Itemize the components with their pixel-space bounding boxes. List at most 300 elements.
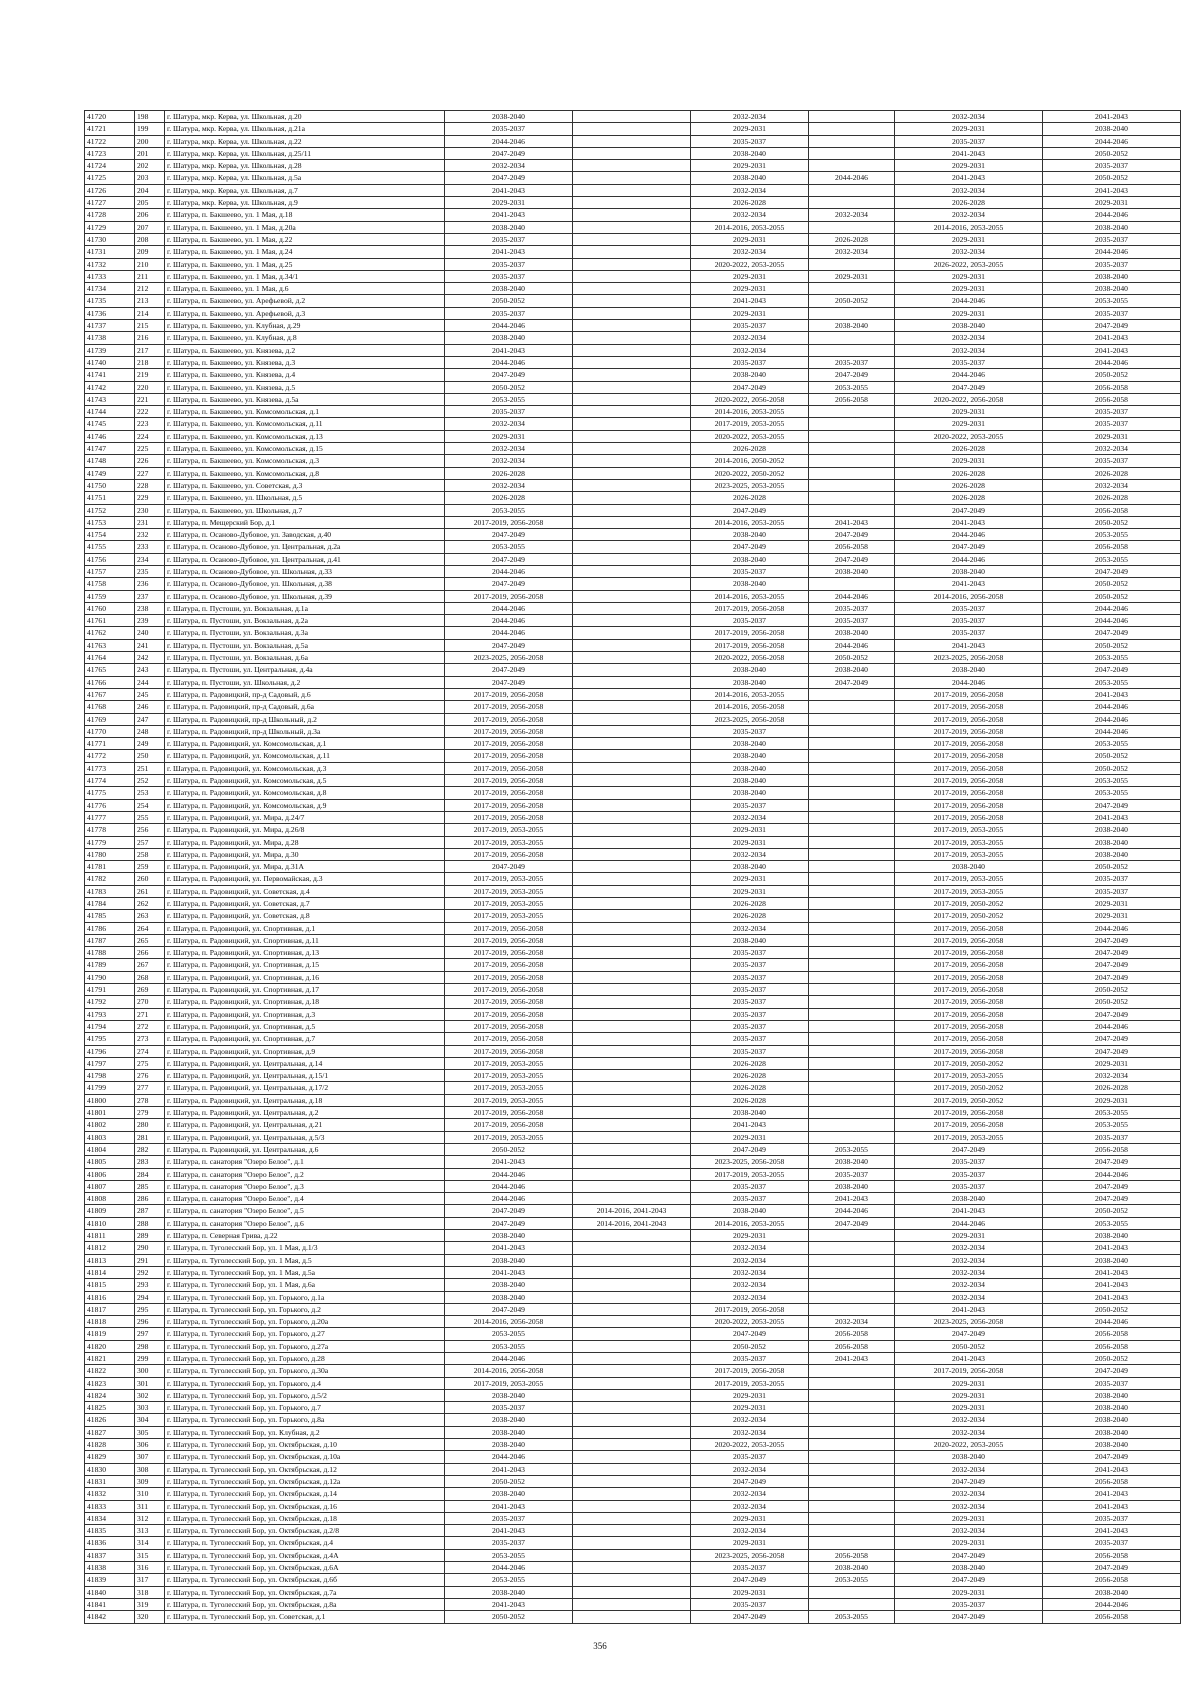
- table-cell: 2041-2043: [895, 147, 1043, 159]
- table-cell: г. Шатура, п. Радовицкий, ул. Мира, д.28: [165, 836, 445, 848]
- table-cell: 2035-2037: [691, 1033, 809, 1045]
- table-cell: 2026-2028: [809, 233, 895, 245]
- table-cell: 2041-2043: [1043, 1266, 1181, 1278]
- table-cell: г. Шатура, п. Пустоши, ул. Центральная, д.4а: [165, 664, 445, 676]
- table-cell: 41810: [85, 1217, 135, 1229]
- table-row: [85, 541, 1181, 553]
- table-cell: 2038-2040: [809, 627, 895, 639]
- table-cell: 2041-2043: [1043, 1463, 1181, 1475]
- table-cell: 41814: [85, 1266, 135, 1278]
- table-cell: 2029-2031: [895, 1230, 1043, 1242]
- table-cell: 214: [135, 307, 165, 319]
- table-cell: 2029-2031: [1043, 430, 1181, 442]
- table-cell: 41740: [85, 356, 135, 368]
- table-cell: 2029-2031: [691, 233, 809, 245]
- table-cell: 2017-2019, 2056-2058: [445, 1107, 573, 1119]
- table-cell: 2047-2049: [691, 1611, 809, 1623]
- table-cell: 2017-2019, 2053-2055: [691, 1168, 809, 1180]
- table-cell: г. Шатура, п. Туголесский Бор, ул. Октябрьская, д.8а: [165, 1598, 445, 1610]
- table-cell: 206: [135, 209, 165, 221]
- table-cell: г. Шатура, п. Бакшеево, ул. Школьная, д.5: [165, 492, 445, 504]
- table-cell: 2047-2049: [895, 504, 1043, 516]
- table-cell: [809, 701, 895, 713]
- table-cell: 2035-2037: [691, 1352, 809, 1364]
- table-cell: 222: [135, 406, 165, 418]
- table-cell: 2035-2037: [1043, 1377, 1181, 1389]
- table-cell: 41747: [85, 443, 135, 455]
- table-cell: 218: [135, 356, 165, 368]
- table-cell: 2047-2049: [445, 369, 573, 381]
- table-cell: [573, 209, 691, 221]
- table-cell: 2044-2046: [809, 590, 895, 602]
- table-cell: 239: [135, 615, 165, 627]
- table-cell: г. Шатура, п. Радовицкий, ул. Мира, д.31А: [165, 861, 445, 873]
- table-cell: 2038-2040: [445, 1488, 573, 1500]
- table-cell: 2044-2046: [1043, 602, 1181, 614]
- table-cell: 2035-2037: [1043, 160, 1181, 172]
- table-cell: 2047-2049: [445, 1303, 573, 1315]
- table-cell: 2023-2025, 2056-2058: [445, 652, 573, 664]
- table-cell: 41793: [85, 1008, 135, 1020]
- table-cell: [573, 750, 691, 762]
- table-row: [85, 898, 1181, 910]
- table-cell: [573, 1402, 691, 1414]
- table-cell: [809, 1242, 895, 1254]
- table-cell: 237: [135, 590, 165, 602]
- table-cell: 2038-2040: [809, 320, 895, 332]
- table-cell: 2050-2052: [445, 1611, 573, 1623]
- table-cell: 41742: [85, 381, 135, 393]
- table-cell: 2017-2019, 2056-2058: [445, 516, 573, 528]
- table-cell: 2035-2037: [1043, 233, 1181, 245]
- table-row: [85, 1045, 1181, 1057]
- table-row: [85, 959, 1181, 971]
- table-cell: 2014-2016, 2053-2055: [691, 688, 809, 700]
- table-cell: 2053-2055: [445, 504, 573, 516]
- table-cell: 41745: [85, 418, 135, 430]
- table-cell: 2050-2052: [1043, 147, 1181, 159]
- table-cell: 273: [135, 1033, 165, 1045]
- table-cell: [809, 197, 895, 209]
- table-cell: 2023-2025, 2056-2058: [895, 652, 1043, 664]
- table-cell: [573, 578, 691, 590]
- table-cell: 319: [135, 1598, 165, 1610]
- table-cell: 220: [135, 381, 165, 393]
- table-cell: 2026-2028: [691, 1094, 809, 1106]
- table-row: [85, 639, 1181, 651]
- table-row: [85, 1377, 1181, 1389]
- table-cell: [573, 898, 691, 910]
- table-cell: г. Шатура, п. Туголесский Бор, ул. 1 Мая, д.1/3: [165, 1242, 445, 1254]
- table-cell: 2017-2019, 2056-2058: [691, 602, 809, 614]
- table-cell: 41761: [85, 615, 135, 627]
- table-cell: 2050-2052: [445, 1143, 573, 1155]
- table-cell: 242: [135, 652, 165, 664]
- table-cell: 41799: [85, 1082, 135, 1094]
- table-cell: 2017-2019, 2056-2058: [445, 1119, 573, 1131]
- table-cell: [573, 676, 691, 688]
- table-cell: 41805: [85, 1156, 135, 1168]
- table-cell: 2032-2034: [809, 209, 895, 221]
- table-cell: 2038-2040: [1043, 848, 1181, 860]
- table-cell: 2050-2052: [1043, 861, 1181, 873]
- table-cell: 2038-2040: [895, 1562, 1043, 1574]
- table-cell: 2056-2058: [1043, 1574, 1181, 1586]
- table-row: [85, 504, 1181, 516]
- table-cell: г. Шатура, п. Радовицкий, ул. Центральная, д.5/3: [165, 1131, 445, 1143]
- table-row: [85, 1316, 1181, 1328]
- table-cell: 2044-2046: [445, 135, 573, 147]
- table-row: [85, 1549, 1181, 1561]
- table-cell: 2035-2037: [445, 307, 573, 319]
- table-cell: 219: [135, 369, 165, 381]
- table-cell: [573, 1119, 691, 1131]
- table-cell: г. Шатура, п. Туголесский Бор, ул. Октябрьская, д.12: [165, 1463, 445, 1475]
- table-cell: 41829: [85, 1451, 135, 1463]
- table-cell: 2041-2043: [809, 1352, 895, 1364]
- table-row: [85, 492, 1181, 504]
- table-cell: г. Шатура, п. Туголесский Бор, ул. Горького, д.20а: [165, 1316, 445, 1328]
- table-row: [85, 1057, 1181, 1069]
- table-cell: г. Шатура, п. Радовицкий, пр-д Школьный, д.2: [165, 713, 445, 725]
- table-cell: 41748: [85, 455, 135, 467]
- table-cell: 2026-2028: [895, 443, 1043, 455]
- table-cell: [809, 1008, 895, 1020]
- table-cell: 2053-2055: [1043, 787, 1181, 799]
- table-cell: 280: [135, 1119, 165, 1131]
- table-row: [85, 516, 1181, 528]
- table-cell: 275: [135, 1057, 165, 1069]
- table-row: [85, 1598, 1181, 1610]
- table-cell: г. Шатура, мкр. Керва, ул. Школьная, д.20: [165, 111, 445, 123]
- table-cell: 2014-2016, 2041-2043: [573, 1217, 691, 1229]
- table-cell: 2056-2058: [1043, 381, 1181, 393]
- table-cell: г. Шатура, п. Бакшеево, ул. Комсомольская, д.3: [165, 455, 445, 467]
- table-cell: 2053-2055: [1043, 676, 1181, 688]
- table-cell: [809, 959, 895, 971]
- table-cell: [573, 971, 691, 983]
- table-row: [85, 344, 1181, 356]
- table-cell: 41812: [85, 1242, 135, 1254]
- table-cell: 2050-2052: [809, 295, 895, 307]
- table-cell: 2014-2016, 2041-2043: [573, 1205, 691, 1217]
- table-cell: 2017-2019, 2056-2058: [895, 1365, 1043, 1377]
- table-cell: г. Шатура, п. Осаново-Дубовое, ул. Центральная, д.41: [165, 553, 445, 565]
- table-cell: 2044-2046: [1043, 713, 1181, 725]
- table-cell: 2050-2052: [691, 1340, 809, 1352]
- table-cell: [809, 934, 895, 946]
- table-cell: 2026-2028: [895, 492, 1043, 504]
- table-cell: 41786: [85, 922, 135, 934]
- table-cell: г. Шатура, п. Туголесский Бор, ул. Октябрьская, д.14: [165, 1488, 445, 1500]
- table-cell: 2032-2034: [895, 111, 1043, 123]
- table-cell: г. Шатура, п. Радовицкий, ул. Центральная, д.17/2: [165, 1082, 445, 1094]
- table-cell: 41796: [85, 1045, 135, 1057]
- table-cell: 2038-2040: [445, 332, 573, 344]
- table-cell: 41743: [85, 393, 135, 405]
- table-cell: 2032-2034: [445, 479, 573, 491]
- table-cell: 2017-2019, 2053-2055: [445, 1377, 573, 1389]
- table-row: [85, 910, 1181, 922]
- table-cell: 2032-2034: [445, 160, 573, 172]
- table-cell: [573, 320, 691, 332]
- table-cell: [573, 1254, 691, 1266]
- table-cell: 205: [135, 197, 165, 209]
- table-cell: 2029-2031: [445, 197, 573, 209]
- table-cell: [809, 1131, 895, 1143]
- table-cell: 41763: [85, 639, 135, 651]
- table-cell: 2014-2016, 2050-2052: [691, 455, 809, 467]
- table-cell: 2047-2049: [691, 1143, 809, 1155]
- table-cell: 2020-2022, 2056-2058: [691, 393, 809, 405]
- table-cell: 260: [135, 873, 165, 885]
- table-cell: 41776: [85, 799, 135, 811]
- table-cell: 2041-2043: [1043, 344, 1181, 356]
- table-cell: 2035-2037: [691, 565, 809, 577]
- table-cell: 2038-2040: [895, 565, 1043, 577]
- table-cell: 2044-2046: [445, 615, 573, 627]
- table-row: [85, 455, 1181, 467]
- table-cell: [573, 160, 691, 172]
- table-cell: [809, 258, 895, 270]
- table-cell: 2047-2049: [445, 1217, 573, 1229]
- table-cell: 2032-2034: [895, 1500, 1043, 1512]
- table-cell: 2017-2019, 2056-2058: [895, 996, 1043, 1008]
- table-cell: 248: [135, 725, 165, 737]
- table-row: [85, 1205, 1181, 1217]
- table-cell: 291: [135, 1254, 165, 1266]
- table-cell: 2053-2055: [1043, 553, 1181, 565]
- table-cell: 2017-2019, 2056-2058: [895, 787, 1043, 799]
- table-cell: [573, 602, 691, 614]
- table-cell: 238: [135, 602, 165, 614]
- table-cell: 41777: [85, 811, 135, 823]
- table-cell: 41773: [85, 762, 135, 774]
- table-cell: [573, 836, 691, 848]
- table-cell: [809, 836, 895, 848]
- table-cell: 2032-2034: [691, 811, 809, 823]
- table-cell: 41760: [85, 602, 135, 614]
- table-cell: 2044-2046: [1043, 725, 1181, 737]
- table-row: [85, 885, 1181, 897]
- table-cell: г. Шатура, п. Туголесский Бор, ул. Горького, д.7: [165, 1402, 445, 1414]
- table-row: [85, 565, 1181, 577]
- table-cell: [809, 504, 895, 516]
- table-cell: 2035-2037: [691, 1598, 809, 1610]
- table-cell: [809, 1537, 895, 1549]
- table-cell: [809, 1045, 895, 1057]
- table-cell: 41836: [85, 1537, 135, 1549]
- table-cell: г. Шатура, п. Туголесский Бор, ул. Октябрьская, д.18: [165, 1512, 445, 1524]
- table-cell: 2041-2043: [445, 209, 573, 221]
- table-cell: 2032-2034: [691, 1500, 809, 1512]
- table-cell: 257: [135, 836, 165, 848]
- table-row: [85, 652, 1181, 664]
- table-cell: 2056-2058: [1043, 1549, 1181, 1561]
- table-cell: [573, 111, 691, 123]
- table-cell: 2038-2040: [809, 565, 895, 577]
- table-cell: 2029-2031: [445, 430, 573, 442]
- table-cell: 2038-2040: [691, 750, 809, 762]
- table-cell: 2050-2052: [1043, 996, 1181, 1008]
- table-cell: [573, 1303, 691, 1315]
- table-cell: 2023-2025, 2053-2055: [691, 479, 809, 491]
- table-cell: 298: [135, 1340, 165, 1352]
- table-cell: 2041-2043: [691, 295, 809, 307]
- table-row: [85, 111, 1181, 123]
- table-row: [85, 713, 1181, 725]
- table-cell: 2017-2019, 2056-2058: [445, 959, 573, 971]
- table-cell: 41789: [85, 959, 135, 971]
- table-cell: 41725: [85, 172, 135, 184]
- table-cell: [809, 147, 895, 159]
- table-cell: 41731: [85, 246, 135, 258]
- table-cell: 212: [135, 283, 165, 295]
- table-cell: [809, 1402, 895, 1414]
- table-cell: 2035-2037: [445, 1537, 573, 1549]
- table-cell: 2041-2043: [1043, 1242, 1181, 1254]
- table-cell: 2032-2034: [895, 1426, 1043, 1438]
- table-cell: 2020-2022, 2053-2055: [691, 430, 809, 442]
- table-cell: 41828: [85, 1439, 135, 1451]
- table-row: [85, 996, 1181, 1008]
- table-cell: 41726: [85, 184, 135, 196]
- table-cell: г. Шатура, п. Туголесский Бор, ул. 1 Мая, д.5: [165, 1254, 445, 1266]
- table-cell: [573, 1082, 691, 1094]
- table-cell: 41737: [85, 320, 135, 332]
- table-cell: 299: [135, 1352, 165, 1364]
- table-cell: [573, 996, 691, 1008]
- table-cell: [809, 443, 895, 455]
- table-cell: 2047-2049: [1043, 627, 1181, 639]
- table-cell: 2047-2049: [691, 504, 809, 516]
- table-cell: 2041-2043: [445, 1156, 573, 1168]
- table-cell: 2029-2031: [895, 1537, 1043, 1549]
- table-cell: г. Шатура, п. Туголесский Бор, ул. Горького, д.4: [165, 1377, 445, 1389]
- table-row: [85, 1562, 1181, 1574]
- table-cell: [809, 1230, 895, 1242]
- table-cell: г. Шатура, п. Бакшеево, ул. Князева, д.5а: [165, 393, 445, 405]
- table-cell: г. Шатура, п. Туголесский Бор, ул. 1 Мая, д.6а: [165, 1279, 445, 1291]
- table-cell: 2017-2019, 2053-2055: [445, 824, 573, 836]
- table-row: [85, 1439, 1181, 1451]
- table-cell: [573, 1266, 691, 1278]
- table-cell: г. Шатура, п. Бакшеево, ул. Клубная, д.8: [165, 332, 445, 344]
- table-cell: 2035-2037: [691, 320, 809, 332]
- table-cell: 41767: [85, 688, 135, 700]
- table-cell: 2038-2040: [691, 664, 809, 676]
- table-cell: г. Шатура, п. Радовицкий, ул. Спортивная, д.13: [165, 947, 445, 959]
- table-cell: 2038-2040: [445, 1291, 573, 1303]
- table-cell: 41787: [85, 934, 135, 946]
- table-cell: 210: [135, 258, 165, 270]
- table-row: [85, 1033, 1181, 1045]
- table-cell: г. Шатура, п. Туголесский Бор, ул. Октябрьская, д.4: [165, 1537, 445, 1549]
- table-cell: [573, 283, 691, 295]
- table-cell: [573, 1193, 691, 1205]
- table-cell: 41738: [85, 332, 135, 344]
- table-cell: 2038-2040: [445, 1389, 573, 1401]
- table-cell: [573, 270, 691, 282]
- table-cell: г. Шатура, п. Бакшеево, ул. Комсомольская, д.1: [165, 406, 445, 418]
- table-cell: 41781: [85, 861, 135, 873]
- table-cell: 41774: [85, 775, 135, 787]
- table-cell: 2044-2046: [445, 1168, 573, 1180]
- table-cell: г. Шатура, п. Бакшеево, ул. 1 Мая, д.20а: [165, 221, 445, 233]
- table-cell: [573, 393, 691, 405]
- table-cell: 2035-2037: [895, 1598, 1043, 1610]
- table-cell: 254: [135, 799, 165, 811]
- table-cell: [573, 1045, 691, 1057]
- table-cell: 2017-2019, 2056-2058: [895, 1107, 1043, 1119]
- table-cell: 269: [135, 984, 165, 996]
- table-cell: 250: [135, 750, 165, 762]
- table-row: [85, 1574, 1181, 1586]
- table-cell: [573, 922, 691, 934]
- table-cell: [809, 332, 895, 344]
- table-cell: 2044-2046: [445, 627, 573, 639]
- table-cell: 2035-2037: [1043, 406, 1181, 418]
- table-cell: 2041-2043: [1043, 1488, 1181, 1500]
- table-cell: [809, 750, 895, 762]
- table-row: [85, 479, 1181, 491]
- table-cell: 2038-2040: [445, 111, 573, 123]
- table-cell: 2047-2049: [809, 676, 895, 688]
- table-row: [85, 873, 1181, 885]
- table-cell: 2038-2040: [809, 664, 895, 676]
- table-cell: 41728: [85, 209, 135, 221]
- table-cell: [573, 479, 691, 491]
- table-cell: 2044-2046: [809, 172, 895, 184]
- table-cell: 2041-2043: [1043, 184, 1181, 196]
- table-cell: 41807: [85, 1180, 135, 1192]
- table-cell: [573, 910, 691, 922]
- table-cell: 2047-2049: [809, 369, 895, 381]
- table-cell: 2041-2043: [1043, 811, 1181, 823]
- table-cell: 2047-2049: [445, 1205, 573, 1217]
- table-cell: 2026-2028: [691, 1082, 809, 1094]
- table-row: [85, 1217, 1181, 1229]
- table-row: [85, 664, 1181, 676]
- table-cell: 2047-2049: [691, 541, 809, 553]
- table-cell: 2029-2031: [691, 1389, 809, 1401]
- table-cell: 2044-2046: [1043, 356, 1181, 368]
- table-cell: 304: [135, 1414, 165, 1426]
- table-cell: [809, 898, 895, 910]
- table-cell: 41794: [85, 1020, 135, 1032]
- table-cell: [809, 467, 895, 479]
- table-cell: г. Шатура, мкр. Керва, ул. Школьная, д.9: [165, 197, 445, 209]
- table-cell: [573, 873, 691, 885]
- table-cell: [573, 381, 691, 393]
- table-cell: 207: [135, 221, 165, 233]
- table-cell: 41782: [85, 873, 135, 885]
- table-row: [85, 1008, 1181, 1020]
- table-cell: [809, 283, 895, 295]
- table-cell: 2038-2040: [691, 861, 809, 873]
- table-cell: г. Шатура, п. Бакшеево, ул. Школьная, д.7: [165, 504, 445, 516]
- table-row: [85, 750, 1181, 762]
- table-row: [85, 1512, 1181, 1524]
- table-cell: г. Шатура, п. Туголесский Бор, ул. Горького, д.5/2: [165, 1389, 445, 1401]
- table-cell: 2029-2031: [691, 836, 809, 848]
- table-cell: [573, 1020, 691, 1032]
- table-cell: 2047-2049: [445, 664, 573, 676]
- table-cell: 2020-2022, 2053-2055: [895, 1439, 1043, 1451]
- table-cell: [809, 799, 895, 811]
- table-cell: 2035-2037: [1043, 1131, 1181, 1143]
- table-cell: 2017-2019, 2056-2058: [895, 701, 1043, 713]
